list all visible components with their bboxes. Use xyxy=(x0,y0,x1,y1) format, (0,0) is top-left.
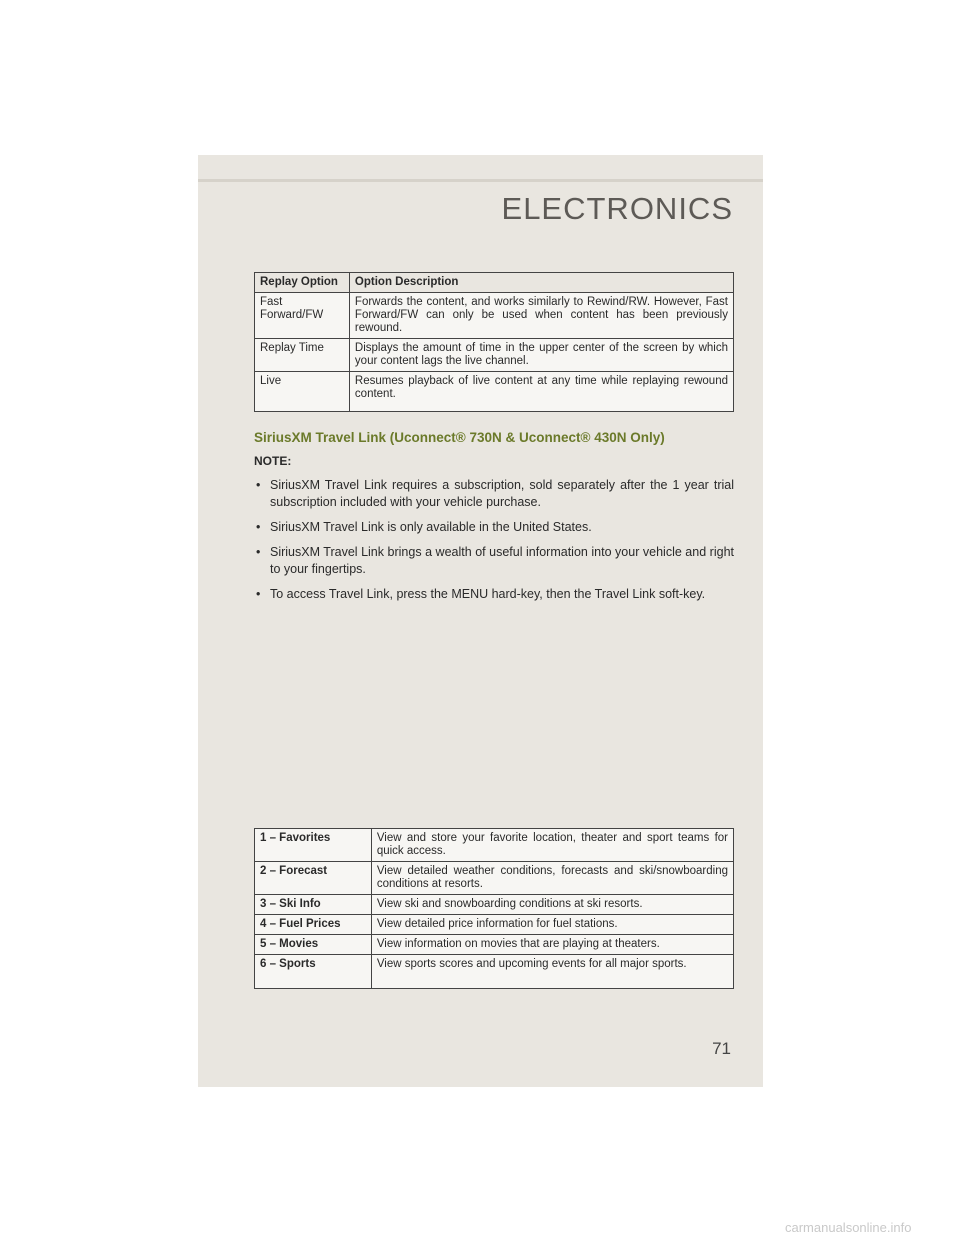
replay-option: Replay Time xyxy=(255,339,350,372)
page-number: 71 xyxy=(712,1039,731,1058)
table-row xyxy=(255,955,734,989)
bullet-icon: • xyxy=(256,587,261,601)
replay-option: Fast Forward/FW xyxy=(255,293,350,339)
table-row xyxy=(255,915,734,935)
column-header: Replay Option xyxy=(255,273,350,293)
table-row xyxy=(255,372,734,412)
list-item xyxy=(254,586,734,603)
note-bullet-list xyxy=(254,477,734,611)
watermark: carmanualsonline.info xyxy=(785,1220,912,1235)
feature-key: 5 – Movies xyxy=(255,935,372,955)
bullet-text: SiriusXM Travel Link is only available in the United States. xyxy=(270,520,592,534)
bullet-icon: • xyxy=(256,545,261,559)
replay-options-table xyxy=(254,272,734,412)
travel-link-heading: SiriusXM Travel Link (Uconnect® 730N & Uconnect® 430N Only) xyxy=(254,430,665,445)
option-description: Resumes playback of live content at any time while replaying rewound content. xyxy=(349,372,733,412)
feature-description: View information on movies that are playing at theaters. xyxy=(371,935,733,955)
list-item xyxy=(254,519,734,536)
feature-key: 4 – Fuel Prices xyxy=(255,915,372,935)
table-row xyxy=(255,895,734,915)
bullet-icon: • xyxy=(256,520,261,534)
bullet-icon: • xyxy=(256,478,261,492)
feature-key: 6 – Sports xyxy=(255,955,372,989)
bullet-text: To access Travel Link, press the MENU hard-key, then the Travel Link soft-key. xyxy=(270,587,706,601)
feature-description: View detailed weather conditions, forecasts and ski/snowboarding conditions at resorts. xyxy=(371,862,733,895)
table-row xyxy=(255,339,734,372)
feature-key: 1 – Favorites xyxy=(255,829,372,862)
note-label: NOTE: xyxy=(254,454,292,468)
table-row xyxy=(255,293,734,339)
manual-page xyxy=(198,155,763,1087)
option-description: Forwards the content, and works similarly to Rewind/RW. However, Fast Forward/FW can only be used when content has been previously rewound. xyxy=(349,293,733,339)
travel-link-features-table xyxy=(254,828,734,989)
bullet-text: SiriusXM Travel Link requires a subscription, sold separately after the 1 year trial subscription included with your vehicle purchase. xyxy=(270,478,734,509)
feature-key: 2 – Forecast xyxy=(255,862,372,895)
header-rule xyxy=(198,179,763,182)
feature-description: View detailed price information for fuel stations. xyxy=(371,915,733,935)
feature-description: View sports scores and upcoming events for all major sports. xyxy=(371,955,733,989)
section-header: ELECTRONICS xyxy=(501,191,733,226)
table-row xyxy=(255,935,734,955)
bullet-text: SiriusXM Travel Link brings a wealth of useful information into your vehicle and right to your fingertips. xyxy=(270,545,734,576)
list-item xyxy=(254,477,734,511)
table-header-row xyxy=(255,273,734,293)
column-header: Option Description xyxy=(349,273,733,293)
feature-description: View ski and snowboarding conditions at ski resorts. xyxy=(371,895,733,915)
feature-description: View and store your favorite location, theater and sport teams for quick access. xyxy=(371,829,733,862)
replay-option: Live xyxy=(255,372,350,412)
table-row xyxy=(255,829,734,862)
list-item xyxy=(254,544,734,578)
option-description: Displays the amount of time in the upper center of the screen by which your content lags the live channel. xyxy=(349,339,733,372)
feature-key: 3 – Ski Info xyxy=(255,895,372,915)
table-row xyxy=(255,862,734,895)
